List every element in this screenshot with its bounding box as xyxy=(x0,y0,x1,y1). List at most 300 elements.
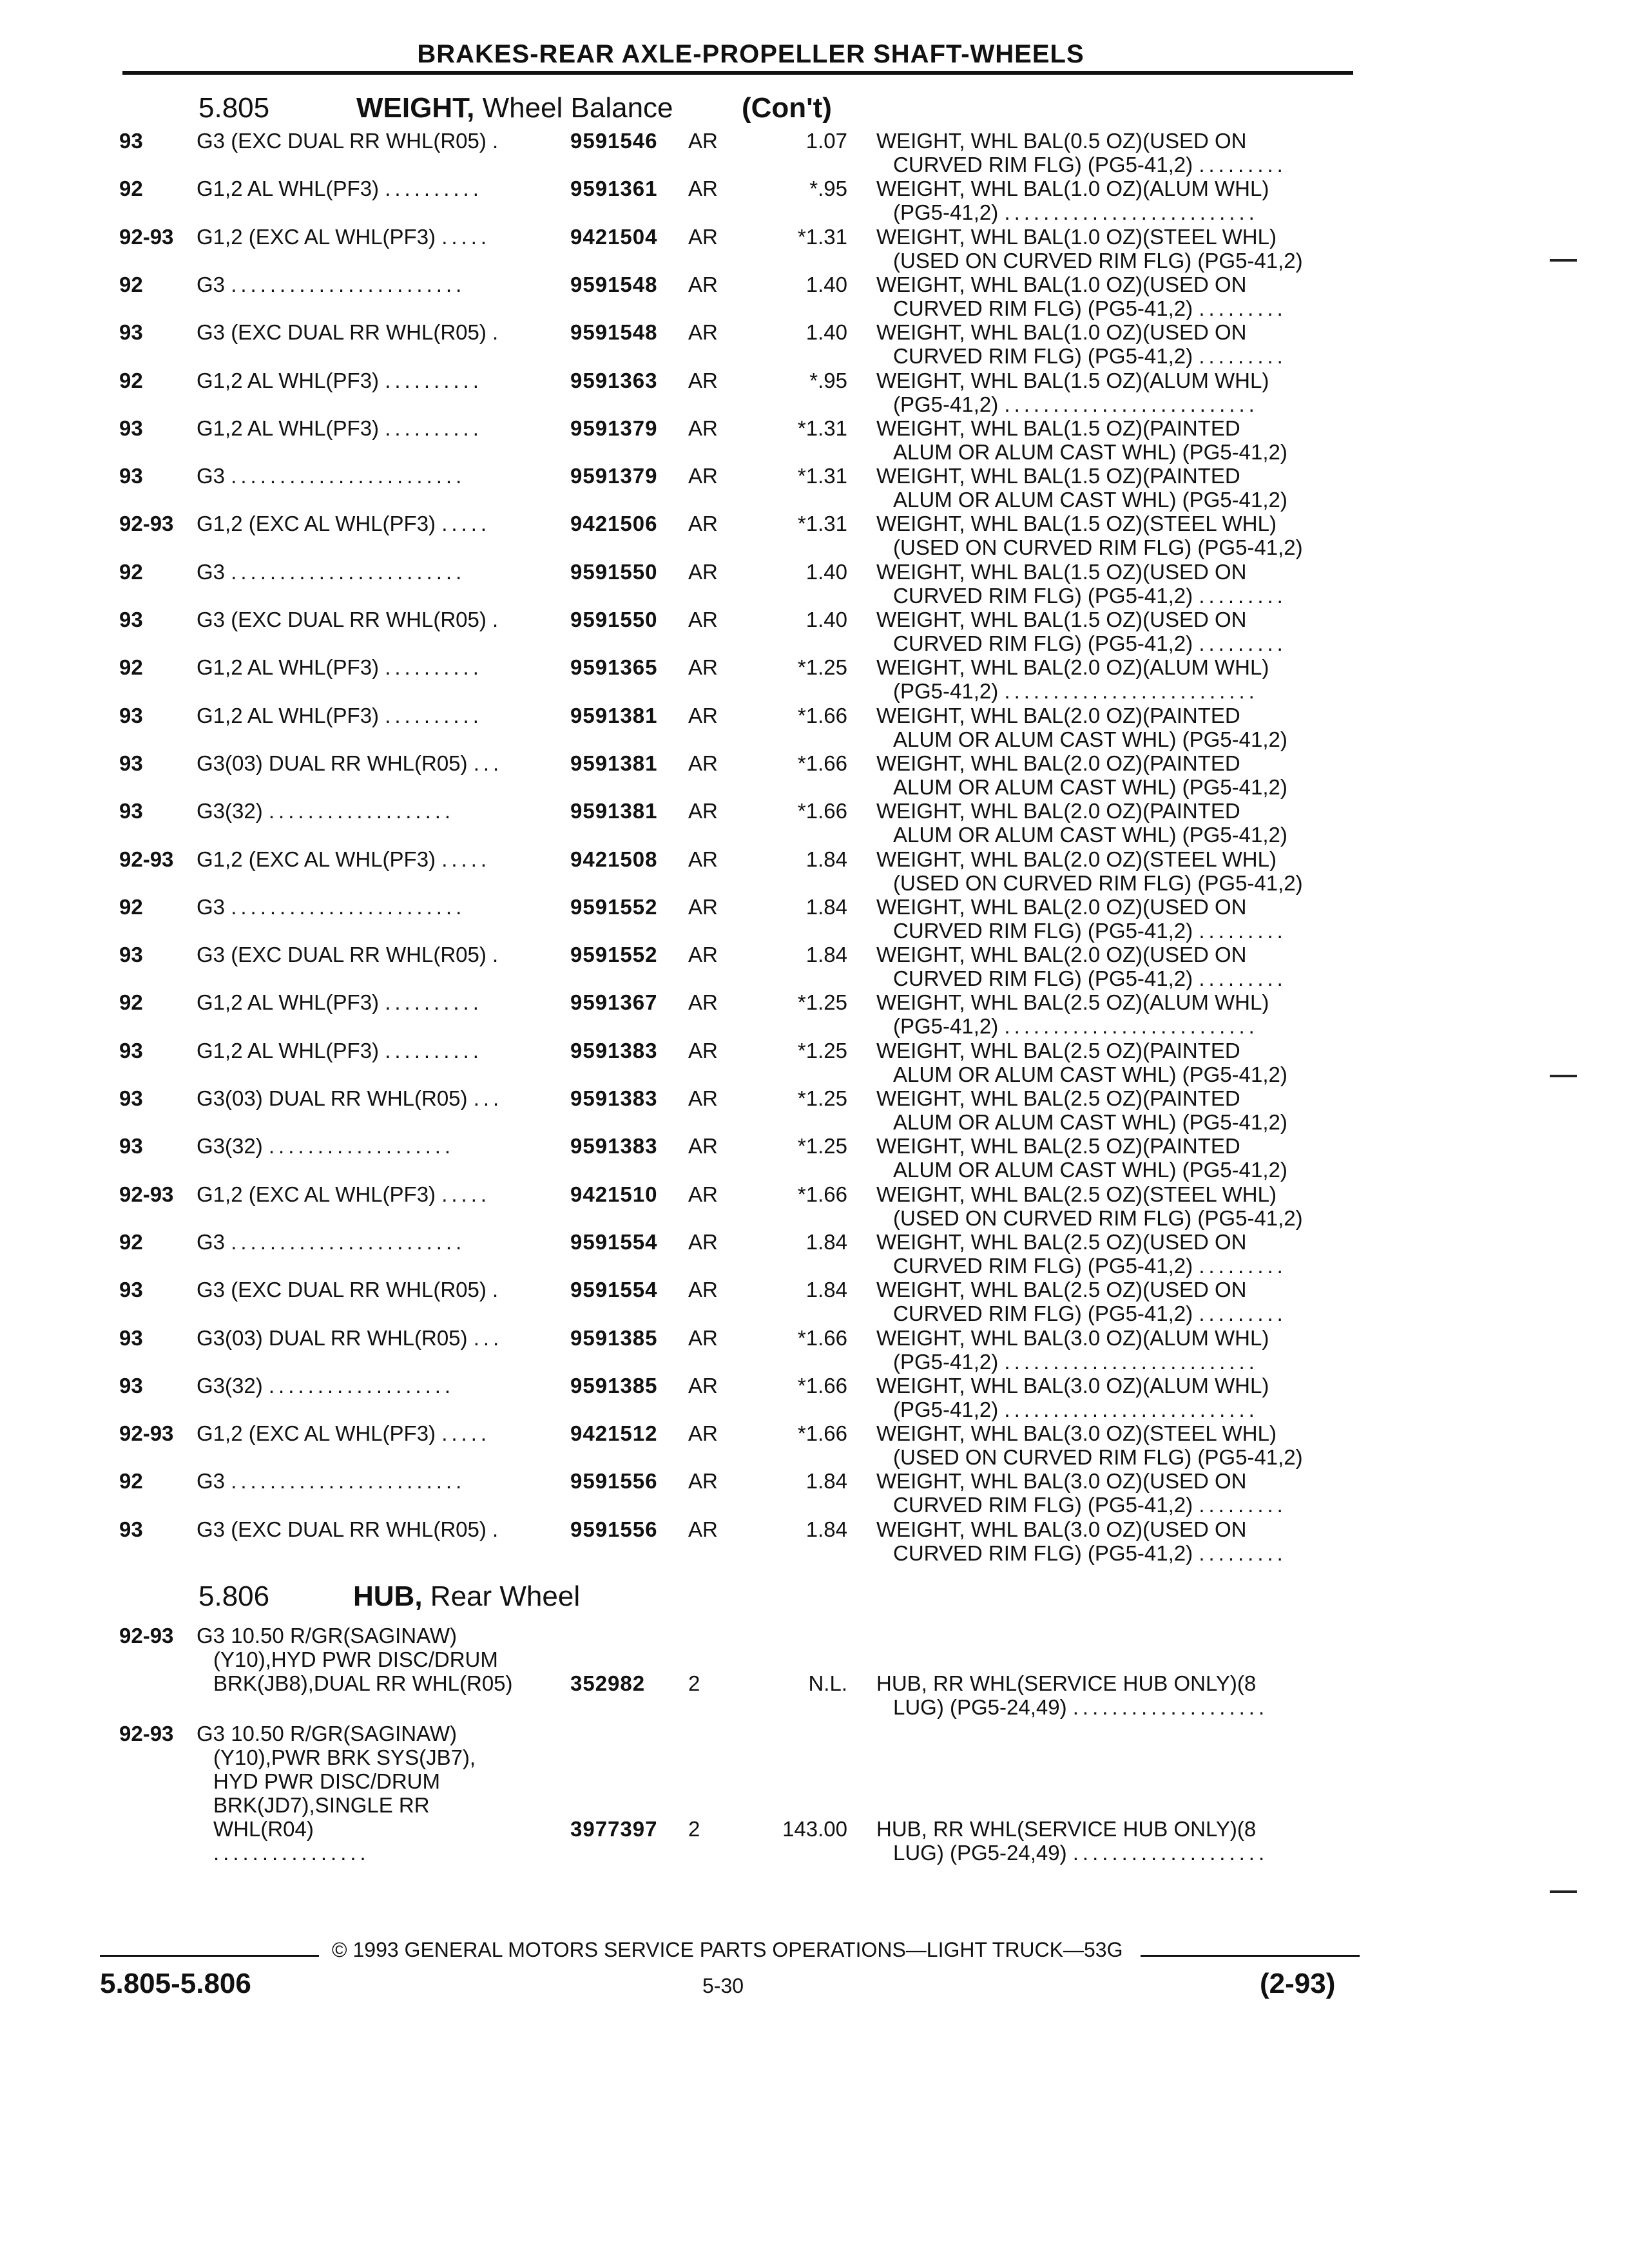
quantity: AR xyxy=(688,1086,718,1110)
model-usage xyxy=(197,990,545,1014)
description-line-2-text: ALUM OR ALUM CAST WHL) (PG5-41,2) xyxy=(893,1062,1287,1086)
description-line-1: WEIGHT, WHL BAL(2.5 OZ)(PAINTED xyxy=(876,1134,1240,1158)
model-usage xyxy=(197,895,545,919)
table-row xyxy=(0,655,1629,704)
model-year: 92-93 xyxy=(119,847,174,871)
table-row xyxy=(0,512,1629,560)
price: 1.84 xyxy=(805,1229,847,1254)
model-usage-line: (Y10),HYD PWR DISC/DRUM xyxy=(213,1648,498,1671)
part-number: 9591385 xyxy=(570,1373,658,1398)
model-usage xyxy=(197,1722,557,1865)
part-number: 9591552 xyxy=(570,894,658,919)
price: *1.31 xyxy=(797,416,847,440)
description xyxy=(876,943,1350,990)
description-line-2 xyxy=(876,679,1350,703)
description xyxy=(876,416,1350,464)
leader-dots: .................... xyxy=(1072,1695,1269,1719)
leader-dots: ........................ xyxy=(231,1229,466,1254)
leader-dots: ......... xyxy=(1199,1253,1287,1278)
quantity: AR xyxy=(688,1325,718,1350)
model-usage-line xyxy=(197,1817,557,1865)
model-usage-text: G1,2 (EXC AL WHL(PF3) xyxy=(197,1182,436,1206)
table-row xyxy=(0,1374,1629,1422)
model-year: 93 xyxy=(119,320,143,345)
price: *1.66 xyxy=(797,1325,847,1350)
leader-dots: .......................... xyxy=(1004,200,1258,225)
margin-mark xyxy=(1550,1075,1577,1077)
table-row xyxy=(0,1517,1629,1566)
description-line-2 xyxy=(876,153,1350,177)
description-line-2 xyxy=(876,249,1350,273)
model-usage-line: BRK(JD7),SINGLE RR xyxy=(213,1793,430,1817)
description-line-1: WEIGHT, WHL BAL(1.5 OZ)(PAINTED xyxy=(876,416,1240,440)
quantity: AR xyxy=(688,1182,718,1206)
leader-dots: ........................ xyxy=(231,894,466,919)
model-usage-text: G3 (EXC DUAL RR WHL(R05) xyxy=(197,129,487,153)
leader-dots: ..... xyxy=(441,1421,491,1446)
model-usage-text: G1,2 (EXC AL WHL(PF3) xyxy=(197,847,436,871)
quantity: 2 xyxy=(688,1817,700,1841)
model-usage xyxy=(197,1182,545,1206)
part-number: 9591550 xyxy=(570,608,658,631)
price: *1.66 xyxy=(797,1421,847,1446)
part-number: 9591361 xyxy=(570,177,658,201)
model-usage-text: G3 xyxy=(197,272,226,296)
model-usage-text: G3 (EXC DUAL RR WHL(R05) xyxy=(197,320,487,345)
model-year: 93 xyxy=(119,1373,143,1398)
description-line-2 xyxy=(876,488,1350,512)
page-header xyxy=(122,39,1353,75)
table-row xyxy=(0,895,1629,943)
leader-dots: . xyxy=(492,608,503,631)
model-usage-text: G1,2 AL WHL(PF3) xyxy=(197,655,380,680)
model-usage-text: G3 (EXC DUAL RR WHL(R05) xyxy=(197,943,487,967)
part-number: 9591556 xyxy=(570,1517,658,1541)
quantity: AR xyxy=(688,129,718,153)
leader-dots: ................ xyxy=(213,1841,370,1865)
section-title xyxy=(353,1579,580,1615)
price: *1.66 xyxy=(797,751,847,775)
model-usage xyxy=(197,464,545,488)
description xyxy=(876,847,1350,895)
table-row xyxy=(0,1326,1629,1374)
quantity: AR xyxy=(688,559,718,584)
quantity: AR xyxy=(688,751,718,775)
description-line-1: WEIGHT, WHL BAL(3.0 OZ)(USED ON xyxy=(876,1469,1247,1494)
model-usage-text: G3 (EXC DUAL RR WHL(R05) xyxy=(197,1278,487,1302)
description xyxy=(876,1517,1350,1565)
model-year: 92-93 xyxy=(119,1182,174,1206)
leader-dots: . xyxy=(492,1278,503,1302)
quantity: 2 xyxy=(688,1671,700,1695)
model-usage xyxy=(197,1374,545,1398)
model-year: 92 xyxy=(119,894,143,919)
table-row xyxy=(0,1086,1629,1135)
quantity: AR xyxy=(688,416,718,440)
model-year: 92 xyxy=(119,177,143,201)
leader-dots: ..... xyxy=(441,847,491,871)
leader-dots: .......................... xyxy=(1004,1397,1258,1421)
description-line-1: WEIGHT, WHL BAL(2.5 OZ)(STEEL WHL) xyxy=(876,1182,1277,1206)
table-row xyxy=(0,1182,1629,1231)
price: 1.84 xyxy=(805,847,847,871)
description xyxy=(876,1421,1350,1469)
description-line-2-text: LUG) (PG5-24,49) xyxy=(893,1695,1067,1719)
model-usage xyxy=(197,1039,545,1062)
table-row xyxy=(0,225,1629,273)
model-usage-text: G3(03) DUAL RR WHL(R05) xyxy=(197,1325,468,1350)
model-usage-text: G3 (EXC DUAL RR WHL(R05) xyxy=(197,608,487,631)
price: *1.66 xyxy=(797,703,847,727)
description-line-1: WEIGHT, WHL BAL(1.5 OZ)(USED ON xyxy=(876,559,1247,584)
footer-page-number: 5-30 xyxy=(702,1974,744,1997)
description-line-2-text: ALUM OR ALUM CAST WHL) (PG5-41,2) xyxy=(893,727,1287,751)
description-line-2-text: (PG5-41,2) xyxy=(893,679,999,704)
model-usage xyxy=(197,320,545,344)
model-usage-text: G3(03) DUAL RR WHL(R05) xyxy=(197,751,468,775)
description-line-2 xyxy=(876,1841,1350,1865)
description-line-2 xyxy=(876,1493,1350,1517)
model-usage xyxy=(197,1230,545,1254)
description-line-2-text: (PG5-41,2) xyxy=(893,392,999,416)
description-line-2-text: (USED ON CURVED RIM FLG) (PG5-41,2) xyxy=(893,248,1303,273)
description-line-2 xyxy=(876,200,1350,224)
model-usage xyxy=(197,177,545,200)
description-line-1: WEIGHT, WHL BAL(2.0 OZ)(PAINTED xyxy=(876,703,1240,727)
part-number: 3977397 xyxy=(570,1817,658,1841)
part-number: 9591548 xyxy=(570,320,658,345)
leader-dots: ......... xyxy=(1199,153,1287,177)
description-line-2 xyxy=(876,919,1350,943)
description xyxy=(876,177,1350,224)
table-row xyxy=(0,990,1629,1039)
leader-dots: ... xyxy=(473,751,503,775)
leader-dots: ..... xyxy=(441,1182,491,1206)
description-line-2 xyxy=(876,1398,1350,1421)
description xyxy=(876,512,1350,559)
price: 1.84 xyxy=(805,1278,847,1302)
part-number: 9421508 xyxy=(570,847,658,871)
description-line-2-text: CURVED RIM FLG) (PG5-41,2) xyxy=(893,631,1193,655)
model-year: 92 xyxy=(119,368,143,392)
part-number: 9591556 xyxy=(570,1469,658,1494)
quantity: AR xyxy=(688,655,718,680)
model-year: 93 xyxy=(119,1517,143,1541)
leader-dots: ........................ xyxy=(231,464,466,488)
price: *.95 xyxy=(809,368,847,392)
table-row xyxy=(0,751,1629,800)
model-year: 93 xyxy=(119,943,143,967)
model-usage xyxy=(197,369,545,392)
model-usage xyxy=(197,847,545,871)
footer-date: (2-93) xyxy=(1260,1968,1336,1999)
price: *1.66 xyxy=(797,1182,847,1206)
leader-dots: .......... xyxy=(385,703,483,727)
description-line-1: WEIGHT, WHL BAL(1.0 OZ)(ALUM WHL) xyxy=(876,177,1269,201)
description-line-2-text: ALUM OR ALUM CAST WHL) (PG5-41,2) xyxy=(893,1158,1287,1182)
table-row xyxy=(0,273,1629,321)
model-usage-text: G1,2 (EXC AL WHL(PF3) xyxy=(197,512,436,536)
part-number: 9591550 xyxy=(570,559,658,584)
table-row xyxy=(0,320,1629,369)
price: 1.40 xyxy=(805,320,847,345)
model-usage xyxy=(197,273,545,296)
description-line-1: WEIGHT, WHL BAL(1.0 OZ)(USED ON xyxy=(876,320,1247,345)
footer-rule-right xyxy=(1141,1955,1360,1957)
description xyxy=(876,1374,1350,1421)
model-usage xyxy=(197,751,545,775)
quantity: AR xyxy=(688,799,718,823)
description xyxy=(876,655,1350,703)
part-number: 352982 xyxy=(570,1671,646,1695)
page-title: BRAKES-REAR AXLE-PROPELLER SHAFT-WHEELS xyxy=(417,40,1084,68)
quantity: AR xyxy=(688,177,718,201)
model-usage-line xyxy=(197,1671,557,1695)
description-line-1: WEIGHT, WHL BAL(2.5 OZ)(ALUM WHL) xyxy=(876,990,1269,1015)
leader-dots: ........................ xyxy=(231,559,466,584)
price: 1.84 xyxy=(805,943,847,967)
leader-dots: .......... xyxy=(385,1038,483,1062)
price: 1.84 xyxy=(805,1517,847,1541)
part-number: 9591385 xyxy=(570,1325,658,1350)
description-line-2 xyxy=(876,1695,1350,1719)
description xyxy=(876,751,1350,799)
price: *1.25 xyxy=(797,655,847,680)
model-year: 92 xyxy=(119,990,143,1015)
model-year: 93 xyxy=(119,799,143,823)
table-row xyxy=(0,608,1629,656)
leader-dots: ................... xyxy=(268,1373,455,1398)
description-line-1: HUB, RR WHL(SERVICE HUB ONLY)(8 xyxy=(876,1671,1257,1695)
description-line-2-text: CURVED RIM FLG) (PG5-41,2) xyxy=(893,583,1193,608)
part-number: 9591365 xyxy=(570,655,658,680)
part-number: 9591552 xyxy=(570,943,658,967)
price: 1.40 xyxy=(805,559,847,584)
leader-dots: ... xyxy=(473,1086,503,1110)
price: 1.84 xyxy=(805,894,847,919)
margin-mark xyxy=(1550,1890,1577,1893)
price: *1.31 xyxy=(797,224,847,249)
leader-dots: . xyxy=(492,320,503,345)
model-year: 93 xyxy=(119,464,143,488)
price: 1.40 xyxy=(805,272,847,296)
leader-dots: ......... xyxy=(1199,1302,1287,1326)
description xyxy=(876,1039,1350,1086)
model-year: 93 xyxy=(119,751,143,775)
leader-dots: ......... xyxy=(1199,344,1287,369)
price: *1.25 xyxy=(797,1086,847,1110)
section-number: 5.806 xyxy=(198,1581,270,1612)
model-usage-text: G1,2 (EXC AL WHL(PF3) xyxy=(197,1421,436,1446)
description xyxy=(876,369,1350,416)
model-usage xyxy=(197,1134,545,1158)
header-rule xyxy=(122,71,1353,75)
description-line-2-text: ALUM OR ALUM CAST WHL) (PG5-41,2) xyxy=(893,774,1287,799)
table-row xyxy=(0,416,1629,465)
description-line-2 xyxy=(876,1445,1350,1469)
price: N.L. xyxy=(808,1671,847,1695)
leader-dots: ..... xyxy=(441,512,491,536)
model-usage xyxy=(197,1517,545,1541)
leader-dots: .......................... xyxy=(1004,1349,1258,1374)
leader-dots: .......... xyxy=(385,368,483,392)
model-year: 92-93 xyxy=(119,224,174,249)
leader-dots: ......... xyxy=(1199,296,1287,320)
description-line-2 xyxy=(876,1302,1350,1325)
description-line-1: WEIGHT, WHL BAL(2.5 OZ)(USED ON xyxy=(876,1229,1247,1254)
description-line-2-text: LUG) (PG5-24,49) xyxy=(893,1841,1067,1865)
description-line-2 xyxy=(876,1158,1350,1182)
price: *1.25 xyxy=(797,1038,847,1062)
table-row xyxy=(0,177,1629,225)
description-line-1: WEIGHT, WHL BAL(3.0 OZ)(ALUM WHL) xyxy=(876,1325,1269,1350)
part-number: 9591383 xyxy=(570,1086,658,1110)
model-usage-text: WHL(R04) xyxy=(213,1817,314,1841)
leader-dots: ..... xyxy=(441,224,491,249)
quantity: AR xyxy=(688,512,718,536)
table-row xyxy=(0,847,1629,896)
section-title xyxy=(356,90,673,126)
description-line-2 xyxy=(876,1062,1350,1086)
description-line-1: WEIGHT, WHL BAL(2.0 OZ)(PAINTED xyxy=(876,751,1240,775)
leader-dots: ......... xyxy=(1199,1493,1287,1517)
quantity: AR xyxy=(688,1278,718,1302)
description-line-2-text: (USED ON CURVED RIM FLG) (PG5-41,2) xyxy=(893,1206,1303,1230)
price: 1.84 xyxy=(805,1469,847,1494)
price: *.95 xyxy=(809,177,847,201)
leader-dots: ......... xyxy=(1199,918,1287,943)
model-usage-line: G3 10.50 R/GR(SAGINAW) xyxy=(197,1624,458,1648)
description-line-2 xyxy=(876,1110,1350,1134)
section-title-rest: Rear Wheel xyxy=(430,1581,581,1612)
margin-mark xyxy=(1550,259,1577,262)
leader-dots: ......... xyxy=(1199,583,1287,608)
leader-dots: ........................ xyxy=(231,1469,466,1494)
leader-dots: .......... xyxy=(385,990,483,1015)
description-line-2-text: CURVED RIM FLG) (PG5-41,2) xyxy=(893,296,1193,320)
description-line-2 xyxy=(876,871,1350,895)
model-usage xyxy=(197,1278,545,1302)
description-line-2 xyxy=(876,1254,1350,1278)
model-usage-text: G3(32) xyxy=(197,1373,263,1398)
description xyxy=(876,608,1350,655)
part-number: 9591383 xyxy=(570,1134,658,1158)
description xyxy=(876,129,1350,177)
section-title-main: WEIGHT, xyxy=(356,92,475,124)
description xyxy=(876,273,1350,320)
footer-copyright: © 1993 GENERAL MOTORS SERVICE PARTS OPERATIONS—LIGHT TRUCK—53G xyxy=(332,1938,1123,1961)
part-number: 9591381 xyxy=(570,799,658,823)
description-line-2-text: (PG5-41,2) xyxy=(893,1014,999,1039)
description xyxy=(876,1469,1350,1517)
model-usage-text: G3 xyxy=(197,464,226,488)
leader-dots: ......... xyxy=(1199,631,1287,655)
part-number: 9591554 xyxy=(570,1278,658,1302)
table-row xyxy=(0,1421,1629,1470)
description xyxy=(876,990,1350,1038)
description xyxy=(876,1230,1350,1278)
section-title-main: HUB, xyxy=(353,1581,423,1612)
model-usage-text: G3 (EXC DUAL RR WHL(R05) xyxy=(197,1517,487,1541)
description-line-1: WEIGHT, WHL BAL(2.0 OZ)(USED ON xyxy=(876,943,1247,967)
section-heading-hub xyxy=(198,1579,778,1615)
model-usage xyxy=(197,704,545,727)
part-number: 9591363 xyxy=(570,368,658,392)
part-number: 9421506 xyxy=(570,512,658,536)
model-year: 93 xyxy=(119,1325,143,1350)
description xyxy=(876,560,1350,608)
quantity: AR xyxy=(688,368,718,392)
description-line-2-text: CURVED RIM FLG) (PG5-41,2) xyxy=(893,1541,1193,1565)
description-line-1: WEIGHT, WHL BAL(1.5 OZ)(PAINTED xyxy=(876,464,1240,488)
model-year: 92 xyxy=(119,1229,143,1254)
description-line-2 xyxy=(876,966,1350,990)
model-usage-text: G3(03) DUAL RR WHL(R05) xyxy=(197,1086,468,1110)
description-line-2-text: ALUM OR ALUM CAST WHL) (PG5-41,2) xyxy=(893,439,1287,464)
description-line-2-text: (USED ON CURVED RIM FLG) (PG5-41,2) xyxy=(893,1445,1303,1470)
model-usage xyxy=(197,512,545,535)
description xyxy=(876,320,1350,368)
description-line-1: WEIGHT, WHL BAL(3.0 OZ)(ALUM WHL) xyxy=(876,1373,1269,1398)
part-number: 9591379 xyxy=(570,416,658,440)
section-continued: (Con't) xyxy=(742,92,832,124)
part-number: 9591546 xyxy=(570,129,658,153)
description-line-1: WEIGHT, WHL BAL(2.5 OZ)(USED ON xyxy=(876,1278,1247,1302)
model-year: 92-93 xyxy=(119,1421,174,1446)
description-line-2 xyxy=(876,1350,1350,1374)
model-usage-text: G1,2 AL WHL(PF3) xyxy=(197,177,380,201)
model-usage xyxy=(197,608,545,631)
description xyxy=(876,895,1350,943)
description-line-1: WEIGHT, WHL BAL(2.0 OZ)(USED ON xyxy=(876,894,1247,919)
description-line-1: WEIGHT, WHL BAL(3.0 OZ)(USED ON xyxy=(876,1517,1247,1541)
part-number: 9421504 xyxy=(570,224,658,249)
leader-dots: ........................ xyxy=(231,272,466,296)
model-year: 93 xyxy=(119,1038,143,1062)
table-row xyxy=(0,799,1629,847)
model-usage-line: G3 10.50 R/GR(SAGINAW) xyxy=(197,1722,458,1745)
model-usage-text: G3(32) xyxy=(197,1134,263,1158)
leader-dots: ................... xyxy=(268,1134,455,1158)
model-usage-text: G3 xyxy=(197,894,226,919)
part-number: 9421512 xyxy=(570,1421,658,1446)
table-row xyxy=(0,1134,1629,1182)
description-line-2-text: (PG5-41,2) xyxy=(893,1397,999,1421)
model-usage-line: (Y10),PWR BRK SYS(JB7), xyxy=(213,1745,476,1769)
leader-dots: . xyxy=(492,943,503,967)
quantity: AR xyxy=(688,1134,718,1158)
quantity: AR xyxy=(688,320,718,345)
description xyxy=(876,225,1350,273)
section-title-rest: Wheel Balance xyxy=(482,92,673,124)
description-line-2-text: CURVED RIM FLG) (PG5-41,2) xyxy=(893,153,1193,177)
price: *1.25 xyxy=(797,1134,847,1158)
model-usage-text: G3(32) xyxy=(197,799,263,823)
description-line-2-text: ALUM OR ALUM CAST WHL) (PG5-41,2) xyxy=(893,488,1287,512)
quantity: AR xyxy=(688,1038,718,1062)
footer-section-range: 5.805-5.806 xyxy=(100,1968,251,1999)
part-number: 9591548 xyxy=(570,272,658,296)
model-year: 92 xyxy=(119,559,143,584)
leader-dots: .................... xyxy=(1072,1841,1269,1865)
model-usage-text: G1,2 AL WHL(PF3) xyxy=(197,416,380,440)
description-line-2 xyxy=(876,440,1350,464)
description-line-1: WEIGHT, WHL BAL(1.0 OZ)(STEEL WHL) xyxy=(876,224,1277,249)
model-usage-text: G3 xyxy=(197,559,226,584)
leader-dots: .......... xyxy=(385,416,483,440)
quantity: AR xyxy=(688,224,718,249)
description-line-2-text: ALUM OR ALUM CAST WHL) (PG5-41,2) xyxy=(893,823,1287,847)
